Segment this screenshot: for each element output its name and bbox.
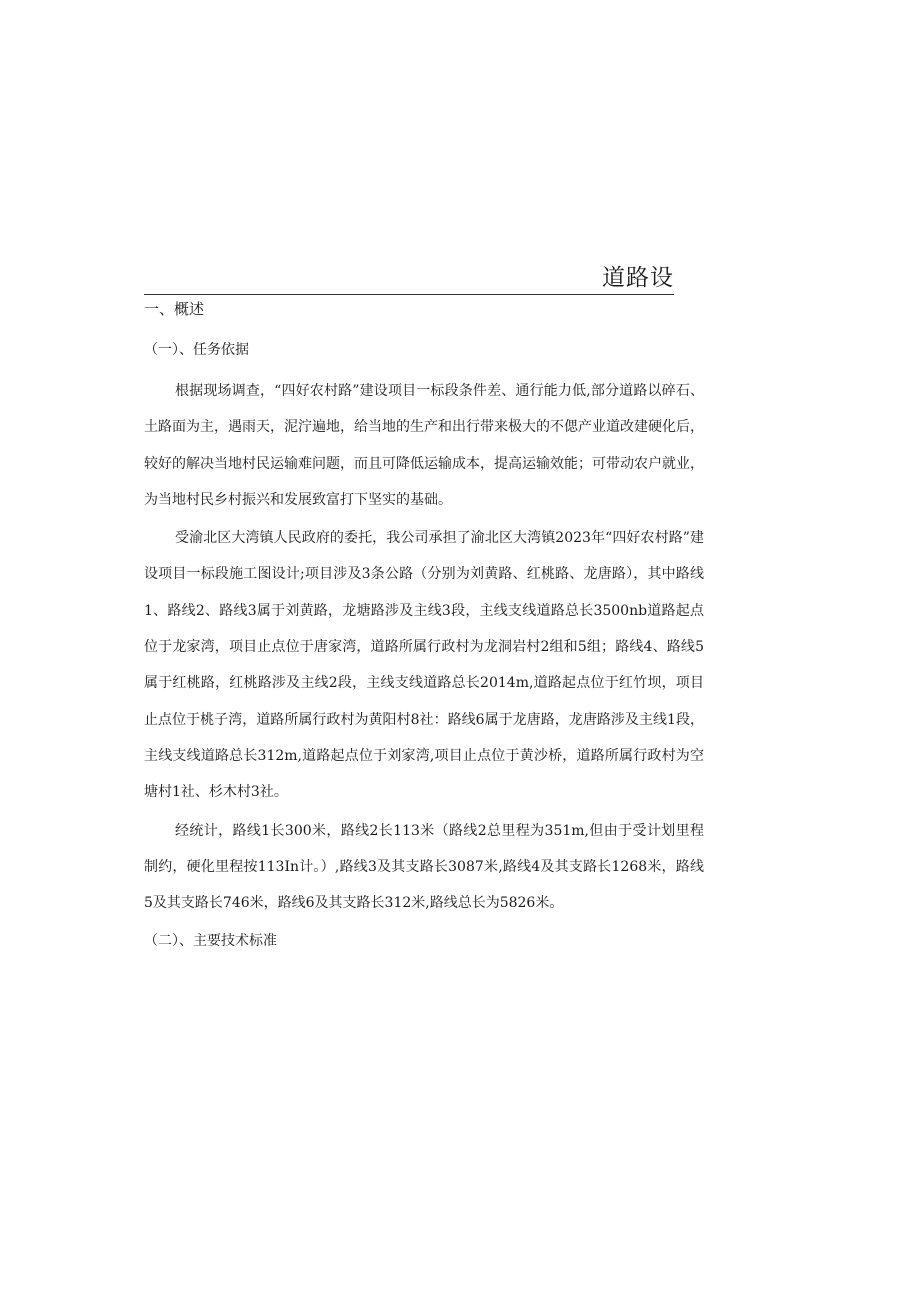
document-header-title: 道路设: [602, 265, 674, 291]
paragraph-background: 根据现场调查，“四好农村路”建设项目一标段条件差、通行能力低,部分道路以碎石、土路面为主，遇雨天，泥泞遍地，给当地的生产和出行带来极大的不偲产业道改建硬化后，较好的解决当地村民运输难问题，而且可降低运输成本，提高运输效能；可带动农户就业，为当地村民乡村振兴和发展致富打下坚实的基础。: [144, 383, 704, 508]
section-heading-overview: 一、概述: [144, 300, 205, 318]
header-divider: [144, 294, 674, 295]
subsection-heading-technical-standards: （二）、主要技术标准: [144, 933, 277, 950]
paragraph-statistics: 经统计，路线1长300米，路线2长113米（路线2总里程为351m,但由于受计划里程制约，硬化里程按113In计。）,路线3及其支路长3087米,路线4及其支路长1268米，路线5及其支路长746米，路线6及其支路长312米,路线总长为5826米。: [144, 822, 704, 912]
paragraph-commission: 受渝北区大湾镇人民政府的委托，我公司承担了渝北区大湾镇2023年“四好农村路”建设项目一标段施工图设计;项目涉及3条公路（分别为刘黄路、红桃路、龙唐路），其中路线1、路线2、路线3属于刘黄路，龙塘路涉及主线3段，主线支线道路总长3500nb道路起点位于龙家湾，项目止点位于唐家湾，道路所属行政村为龙洞岩村2组和5组；路线4、路线5属于红桃路，红桃路涉及主线2段，主线支线道路总长2014m,道路起点位于红竹坝，项目止点位于桃子湾，道路所属行政村为黄阳村8社：路线6属于龙唐路，龙唐路涉及主线1段，主线支线道路总长312m,道路起点位于刘家湾,项目止点位于黄沙桥，道路所属行政村为空塘村1社、杉木村3社。: [144, 530, 704, 801]
document-body: [144, 298, 704, 951]
subsection-heading-task-basis: （一）、任务依据: [144, 342, 249, 358]
